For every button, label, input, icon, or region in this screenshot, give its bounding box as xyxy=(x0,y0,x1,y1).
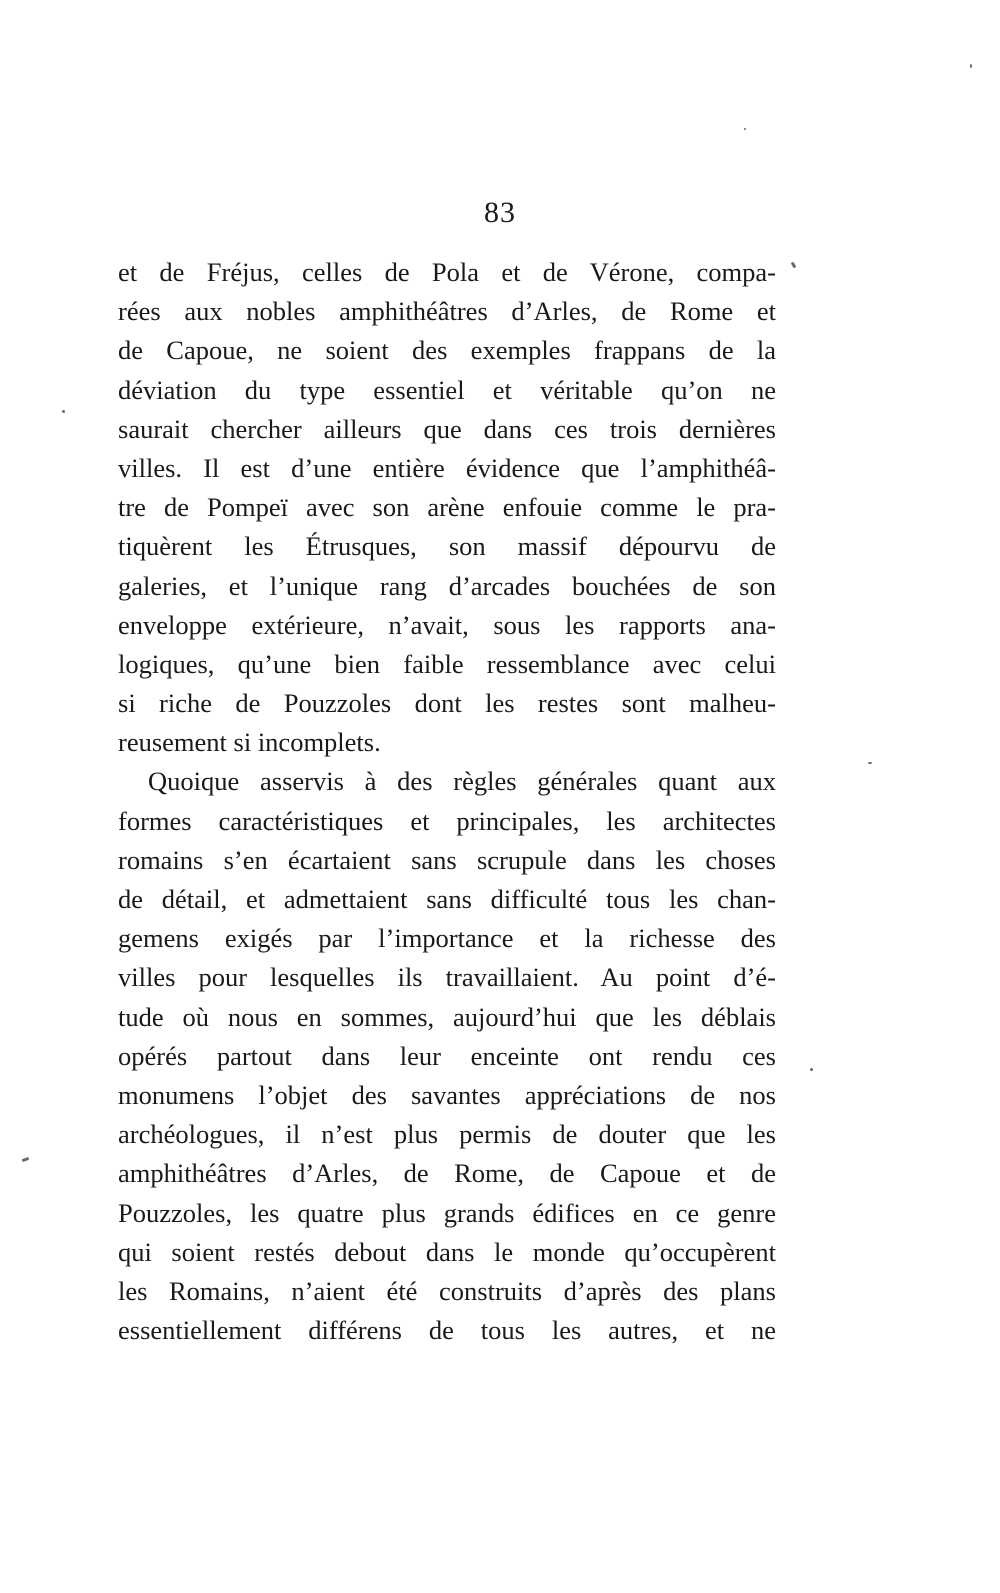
text-line: opérés partout dans leur enceinte ont rendu ces xyxy=(118,1040,776,1071)
text-line: romains s’en écartaient sans scrupule dans les choses xyxy=(118,844,776,875)
text-line: déviation du type essentiel et véritable qu’on ne xyxy=(118,374,776,405)
paragraph-start-line: Quoique asservis à des règles générales quant aux xyxy=(148,766,776,797)
text-line: essentiellement différens de tous les autres, et ne xyxy=(118,1315,776,1346)
text-line: qui soient restés debout dans le monde qu’occupèrent xyxy=(118,1236,776,1267)
text-line: les Romains, n’aient été construits d’après des plans xyxy=(118,1275,776,1306)
text-line: Pouzzoles, les quatre plus grands édifices en ce genre xyxy=(118,1197,776,1228)
text-line: monumens l’objet des savantes appréciations de nos xyxy=(118,1079,776,1110)
text-line: amphithéâtres d’Arles, de Rome, de Capoue et de xyxy=(118,1158,776,1189)
body-text xyxy=(118,253,776,1350)
text-line: enveloppe extérieure, n’avait, sous les rapports ana- xyxy=(118,609,776,640)
text-line: tre de Pompeï avec son arène enfouie comme le pra- xyxy=(118,492,776,523)
text-line: rées aux nobles amphithéâtres d’Arles, de Rome et xyxy=(118,296,776,327)
text-line: de détail, et admettaient sans difficulté tous les chan- xyxy=(118,884,776,914)
text-line: formes caractéristiques et principales, les architectes xyxy=(118,805,776,836)
scan-speck xyxy=(62,410,65,413)
text-line: et de Fréjus, celles de Pola et de Vérone, compa- xyxy=(118,257,776,287)
page-number: 83 xyxy=(484,196,516,229)
scan-speck xyxy=(970,64,972,68)
scan-speck xyxy=(868,762,872,764)
text-line: logiques, qu’une bien faible ressemblance avec celui xyxy=(118,648,776,679)
text-line: de Capoue, ne soient des exemples frappans de la xyxy=(118,335,776,366)
scan-speck xyxy=(22,1157,30,1162)
text-line: tude où nous en sommes, aujourd’hui que les déblais xyxy=(118,1001,776,1032)
scan-speck xyxy=(791,262,797,269)
text-line: gemens exigés par l’importance et la richesse des xyxy=(118,923,776,954)
scan-speck xyxy=(810,1068,813,1071)
text-line: reusement si incomplets. xyxy=(118,727,381,758)
text-line: tiquèrent les Étrusques, son massif dépourvu de xyxy=(118,531,776,562)
text-line: villes pour lesquelles ils travaillaient. Au point d’é- xyxy=(118,962,776,993)
text-line: archéologues, il n’est plus permis de douter que les xyxy=(118,1119,776,1150)
scan-speck xyxy=(744,128,746,130)
text-line: si riche de Pouzzoles dont les restes sont malheu- xyxy=(118,688,776,719)
text-line: galeries, et l’unique rang d’arcades bouchées de son xyxy=(118,570,776,601)
text-line: villes. Il est d’une entière évidence que l’amphithéâ- xyxy=(118,452,776,483)
text-line: saurait chercher ailleurs que dans ces trois dernières xyxy=(118,413,776,444)
